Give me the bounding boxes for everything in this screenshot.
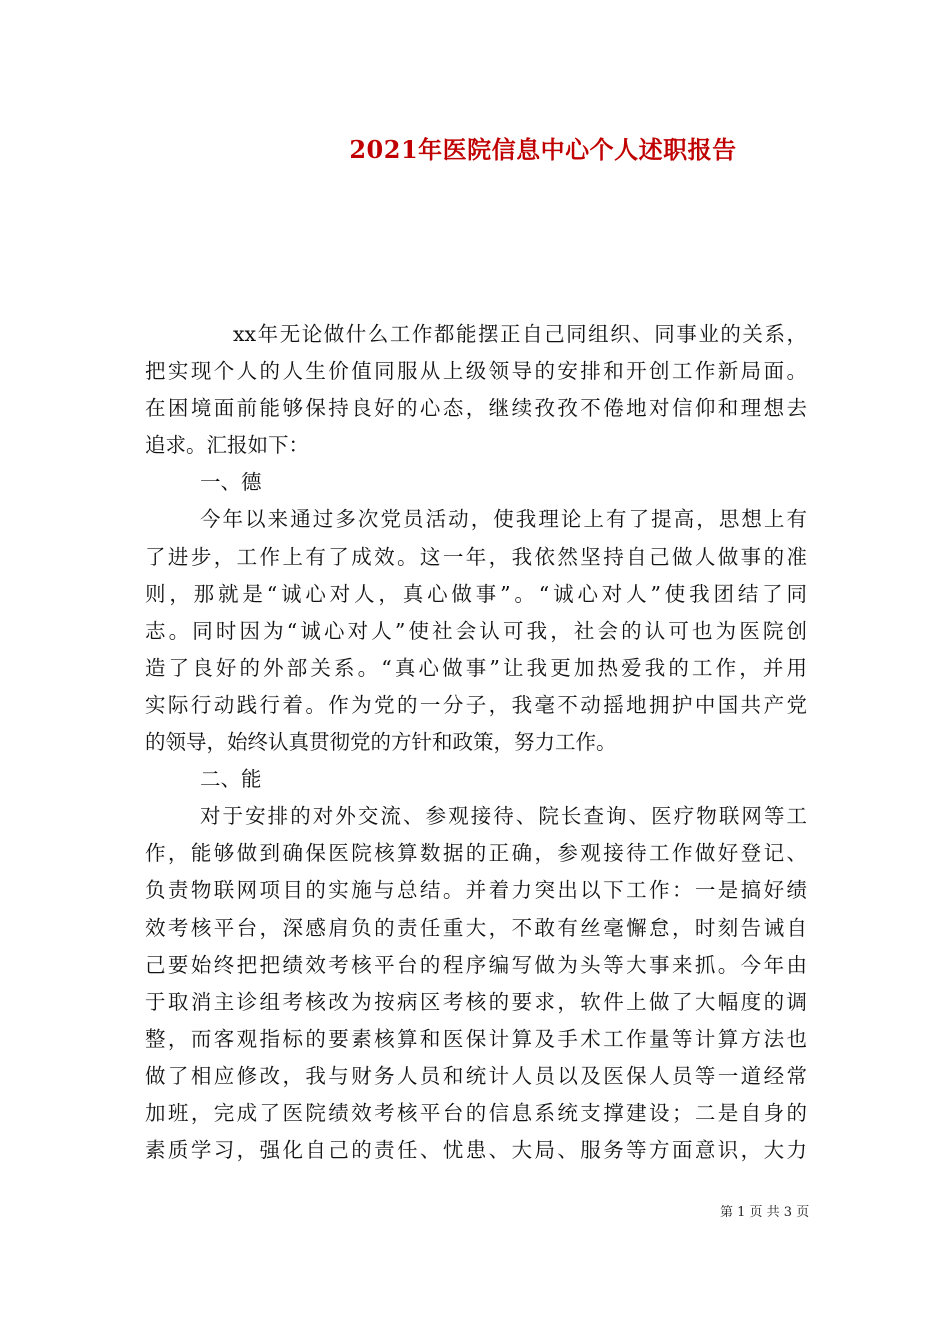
text-line: 造了良好的外部关系。“真心做事”让我更加热爱我的工作，并用: [145, 655, 807, 680]
text-line: 对于安排的对外交流、参观接待、院长查询、医疗物联网等工: [200, 804, 807, 829]
text-line: 志。同时因为“诚心对人”使社会认可我，社会的认可也为医院创: [145, 618, 807, 643]
text-line: 在困境面前能够保持良好的心态，继续孜孜不倦地对信仰和理想去: [145, 396, 807, 421]
text-line: 整，而客观指标的要素核算和医保计算及手术工作量等计算方法也: [145, 1026, 807, 1051]
text-line: 追求。汇报如下：: [145, 433, 309, 458]
text-line: 素质学习，强化自己的责任、忧患、大局、服务等方面意识，大力: [145, 1138, 807, 1163]
text-line: 己要始终把把绩效考核平台的程序编写做为头等大事来抓。今年由: [145, 952, 807, 977]
text-line: 效考核平台，深感肩负的责任重大，不敢有丝毫懈怠，时刻告诫自: [145, 915, 807, 940]
section-heading: 一、德: [200, 470, 262, 495]
text-line: 了进步，工作上有了成效。这一年，我依然坚持自己做人做事的准: [145, 544, 807, 569]
text-line: 今年以来通过多次党员活动，使我理论上有了提高，思想上有: [200, 507, 807, 532]
page-number: 第 1 页 共 3 页: [720, 1205, 810, 1220]
text-line: 加班，完成了医院绩效考核平台的信息系统支撑建设；二是自身的: [145, 1100, 807, 1125]
text-line: xx年无论做什么工作都能摆正自己同组织、同事业的关系，: [233, 322, 807, 346]
text-line: 于取消主诊组考核改为按病区考核的要求，软件上做了大幅度的调: [145, 989, 807, 1014]
text-line: 负责物联网项目的实施与总结。并着力突出以下工作：一是搞好绩: [145, 878, 807, 903]
document-title: 2021年医院信息中心个人述职报告: [349, 135, 737, 164]
text-line: 的领导，始终认真贯彻党的方针和政策，努力工作。: [145, 730, 617, 755]
section-heading: 二、能: [200, 767, 262, 792]
document-body: [145, 316, 807, 1169]
text-line: 实际行动践行着。作为党的一分子，我毫不动摇地拥护中国共产党: [145, 692, 807, 717]
text-line: 做了相应修改，我与财务人员和统计人员以及医保人员等一道经常: [145, 1063, 807, 1088]
text-line: 把实现个人的人生价值同服从上级领导的安排和开创工作新局面。: [145, 359, 807, 384]
text-line: 则，那就是“诚心对人，真心做事”。“诚心对人”使我团结了同: [145, 581, 807, 606]
text-line: 作，能够做到确保医院核算数据的正确，参观接待工作做好登记、: [145, 841, 807, 866]
